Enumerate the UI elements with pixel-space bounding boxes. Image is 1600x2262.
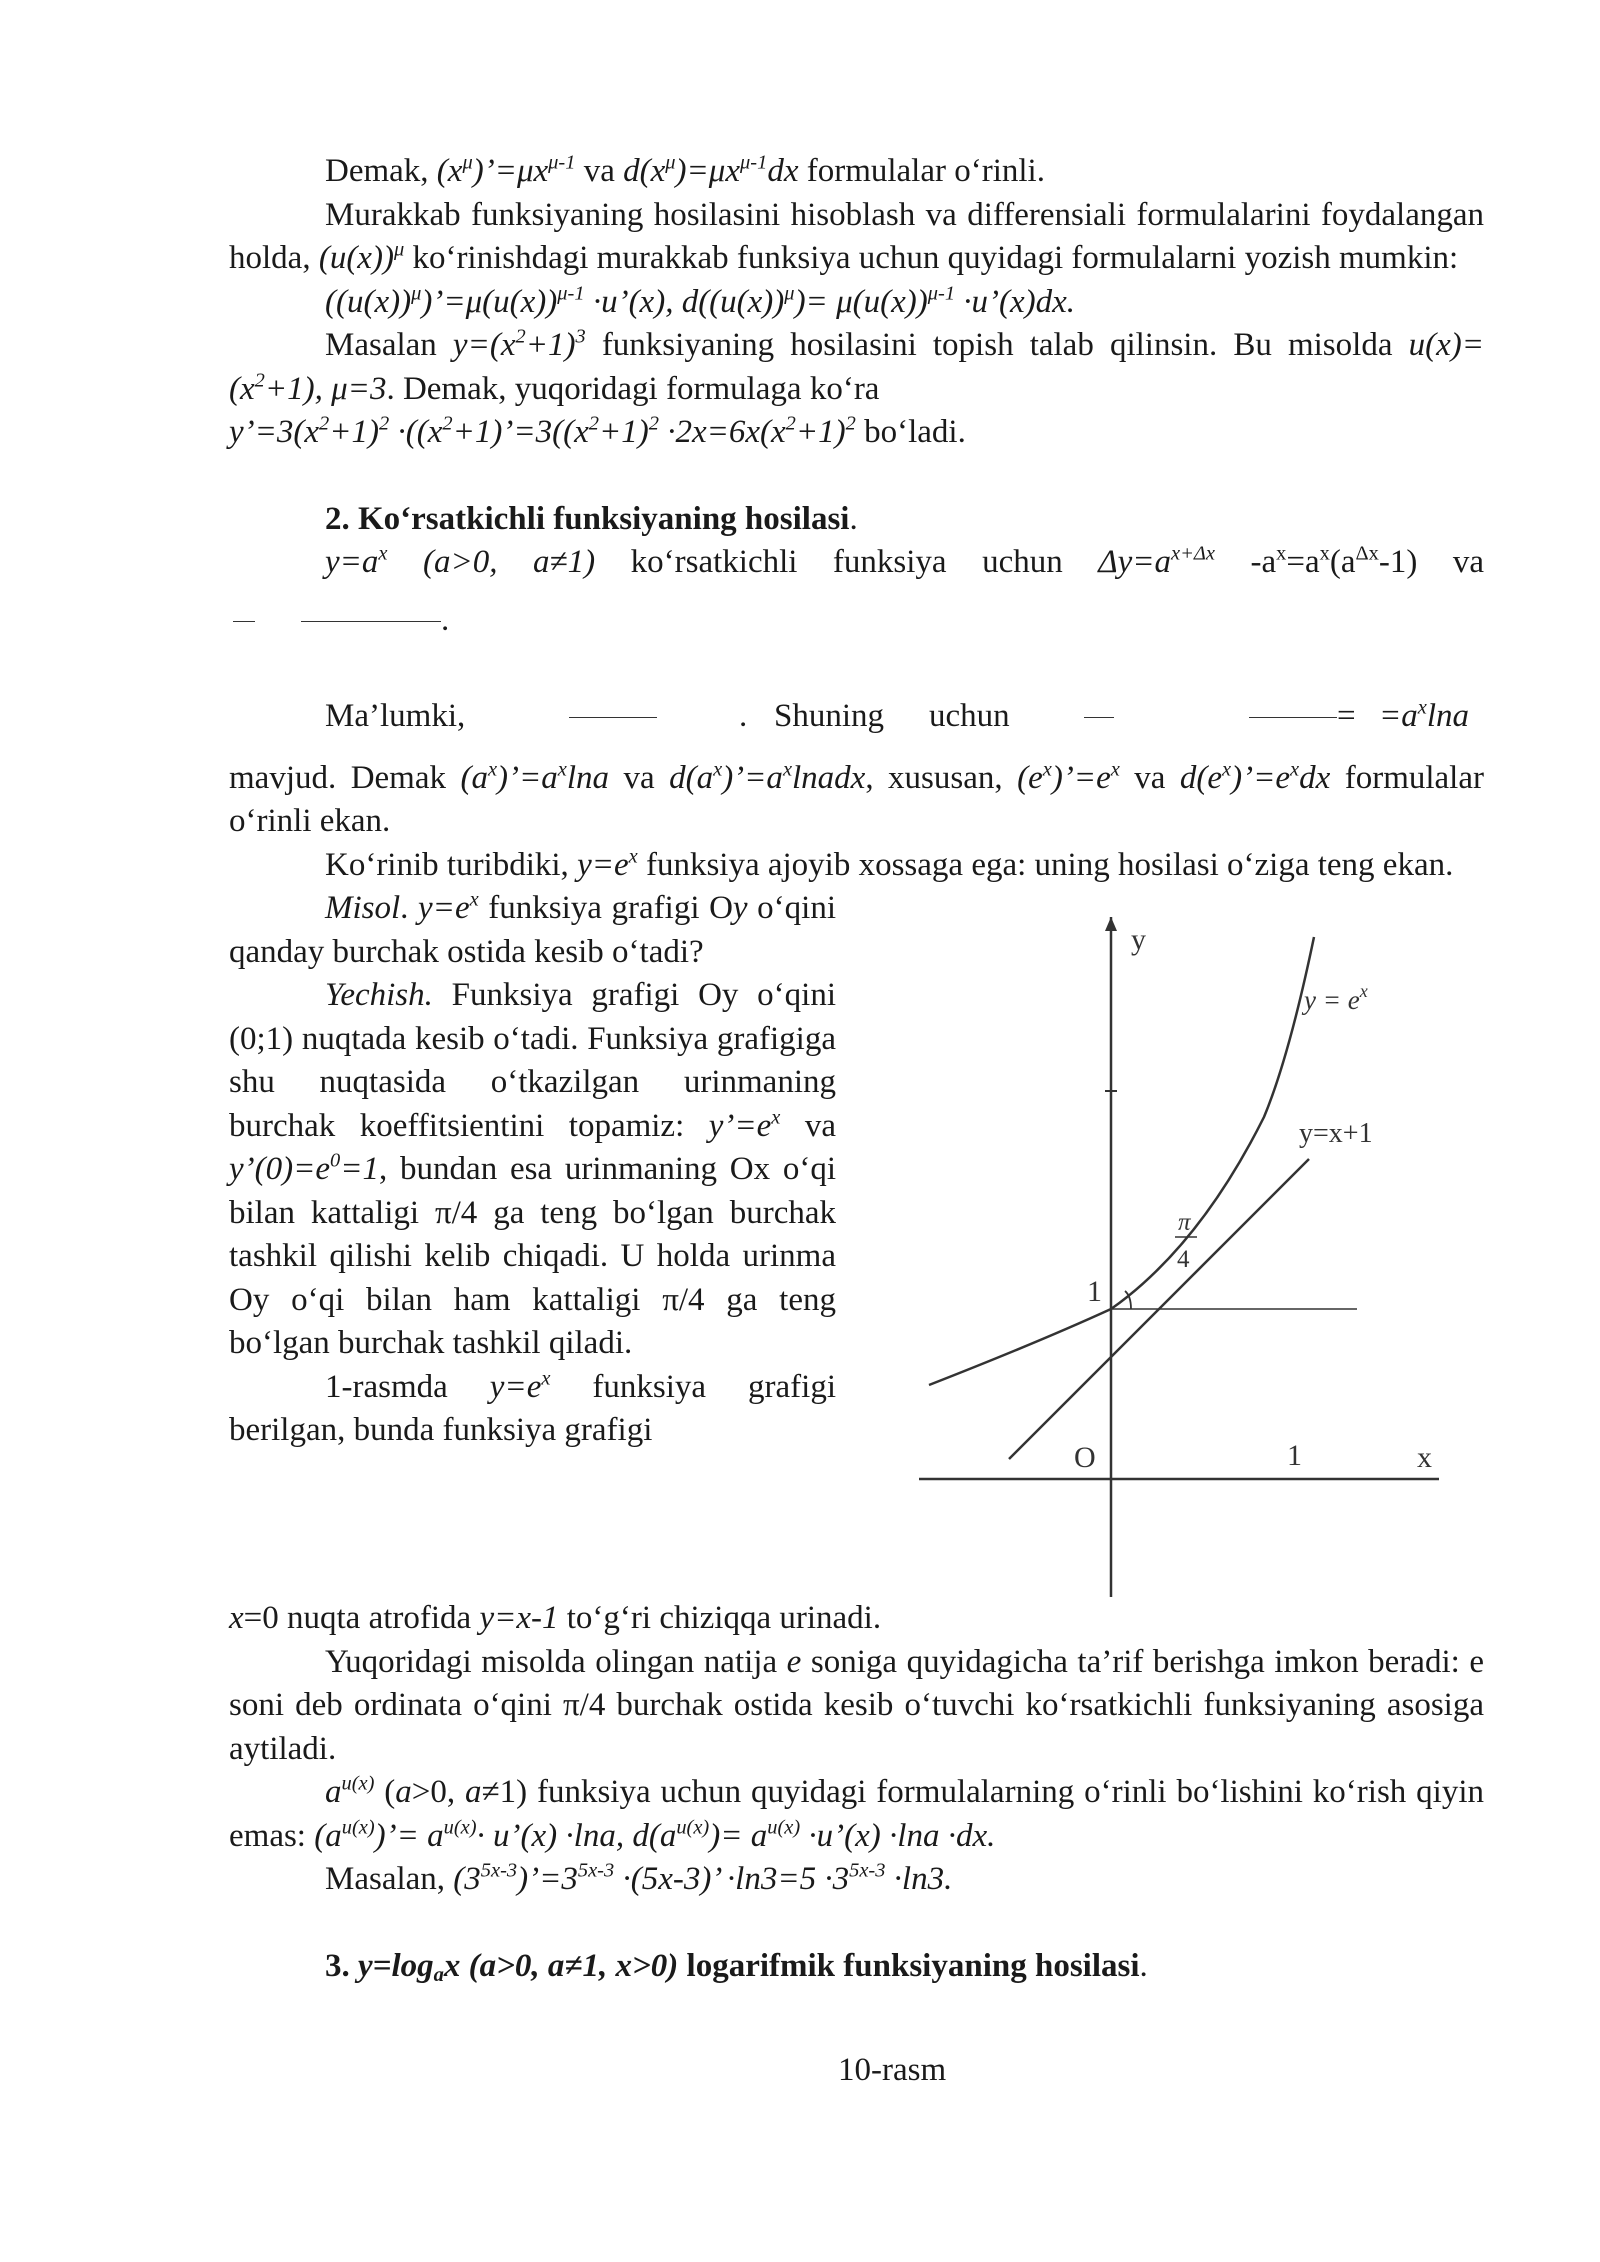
paragraph-composite-function: Murakkab funksiyaning hosilasini hisoblash va differensiali formulalarini foydalangan holda, $(u(x))^\mu$ ko‘rinishdagi murakkab funksiya uchun quyidagi formulalarni yozish mumkin: xyxy=(229,196,1484,276)
figure-caption: 10-rasm xyxy=(838,2052,947,2088)
paragraph-example-power: Masalan $y=(x^2+1)^3$ funksiyaning hosilasini topish talab qilinsin. Bu misolda $u(x)=(x^2+1)$, μ=3. Demak, yuqoridagi formulaga ko‘ra $y’=3(x^2+1)^2$ $\cdot((x^2+1)’=3((x^2+1)^2 \cdot 2x=6x(x^2+1)^2$ bo‘ladi. xyxy=(229,325,1484,450)
paragraph-composite-exponential: $a^{u(x)}$ (a>0, a≠1) funksiya uchun quyidagi formulalarning o‘rinli bo‘lishini ko‘rish qiyin emas: $(a^{u(x)})’= a^{u(x)}\cdot$ u’(x) ·lna, $d(a^{u(x)})= a^{u(x)}$ ·u’(x) ·lna ·dx. xyxy=(229,1772,1484,1854)
x-unit-label: 1 xyxy=(1287,1439,1302,1472)
angle-denominator: 4 xyxy=(1177,1246,1190,1273)
formula-composite-derivative: $((u(x))^\mu)’=\mu(u(x))^{\mu-1}$ ·u’(x), $d((u(x))^\mu)= \mu(u(x))^{\mu-1}$ ·u’(x)dx. xyxy=(325,281,1076,320)
paragraph-exponential-derivative: mavjud. Demak $(a^x)’=a^x\ln a$ va $d(a^x)’=a^xlnadx$, xususan, $(e^x)’=e^x$ va $d(e^x)’=e^xdx$ formulalar o‘rinli ekan. xyxy=(229,757,1484,839)
exponential-graph xyxy=(919,917,1479,1597)
example-block xyxy=(229,887,1484,1597)
document-page xyxy=(229,150,1484,1988)
paragraph-exponential-increment: $y=a^x$ (a>0, a≠1) ko‘rsatkichli funksiya uchun $\Delta y=a^{x+\Delta x}$ $-a^x=a^x(a^{\Delta x}-1)$ va xyxy=(325,542,1484,580)
fraction-bar xyxy=(301,621,441,622)
fraction-bar xyxy=(233,621,255,622)
x-axis-label: x xyxy=(1417,1441,1432,1474)
y-unit-label: 1 xyxy=(1087,1275,1102,1308)
paragraph-example-solution: Yechish. Funksiya grafigi Oy o‘qini (0;1) nuqtada kesib o‘tadi. Funksiya grafigiga shu nuqtasida o‘tkazilgan urinmaning burchak koeffitsientini topamiz: $y’=e^x$ va $y’(0)=e^0=1$, bundan esa urinmaning Ox o‘qi bilan kattaligi π/4 ga teng bo‘lgan burchak tashkil qilishi kelib chiqadi. U holda urinma Oy o‘qi bilan ham kattaligi π/4 ga teng bo‘lgan burchak tashkil qiladi. xyxy=(229,977,837,1361)
tangent-label: y=x+1 xyxy=(1299,1118,1373,1149)
curve-label: $y = e^x$ xyxy=(1304,981,1368,1015)
fraction-bar xyxy=(1084,717,1114,718)
paragraph-tangent-line: x=0 nuqta atrofida y=x-1 to‘g‘ri chiziqqa urinadi. xyxy=(229,1600,882,1636)
paragraph-e-property: Ko‘rinib turibdiki, $y=e^x$ funksiya ajoyib xossaga ega: uning hosilasi o‘ziga teng ekan. xyxy=(325,844,1454,883)
y-axis-label: y xyxy=(1131,923,1146,956)
example-text-column xyxy=(229,887,836,1453)
fraction-row-increment: . xyxy=(229,585,1484,671)
section-heading-logarithmic: 3. $y=\log_ax$ (a>0, a≠1, x>0) logarifmik funksiyaning hosilasi. xyxy=(325,1947,1148,1986)
section-heading-exponential: 2. Ko‘rsatkichli funksiyaning hosilasi. xyxy=(325,500,858,537)
fraction-bar xyxy=(1249,717,1337,718)
paragraph-e-definition: Yuqoridagi misolda olingan natija e soniga quyidagicha ta’rif berishga imkon beradi: e soni deb ordinata o‘qini π/4 burchak ostida kesib o‘tuvchi ko‘rsatkichli funksiyaning asosiga aytiladi. xyxy=(229,1643,1484,1767)
paragraph-example-exponential: Masalan, $(3^{5x-3})’=3^{5x-3} \cdot(5x-3)$’ $\cdot\ln 3=5 \cdot 3^{5x-3} \cdot\ln 3$. xyxy=(325,1859,953,1897)
exponential-curve xyxy=(929,937,1314,1385)
fraction-bar xyxy=(569,717,657,718)
exponential-graph-figure xyxy=(919,917,1479,1597)
y-axis-arrow-icon xyxy=(1105,917,1117,931)
origin-label: O xyxy=(1074,1441,1096,1474)
paragraph-derivative-power: Demak, $(x^\mu)’=\mu x^{\mu-1}$ va $d(x^\mu)=\mu x^{\mu-1}dx$ formulalar o‘rinli. xyxy=(325,151,1045,189)
paragraph-figure-reference: 1-rasmda $y=e^x$ funksiya grafigi berilgan, bunda funksiya grafigi xyxy=(229,1366,836,1448)
paragraph-example-question: Misol. $y=e^x$ funksiya grafigi Oy o‘qini qanday burchak ostida kesib o‘tadi? xyxy=(229,888,837,970)
limit-row: Ma’lumki, . Shuning uchun = $=a^x\ln a$ xyxy=(325,695,1470,734)
angle-numerator: π xyxy=(1178,1209,1191,1236)
